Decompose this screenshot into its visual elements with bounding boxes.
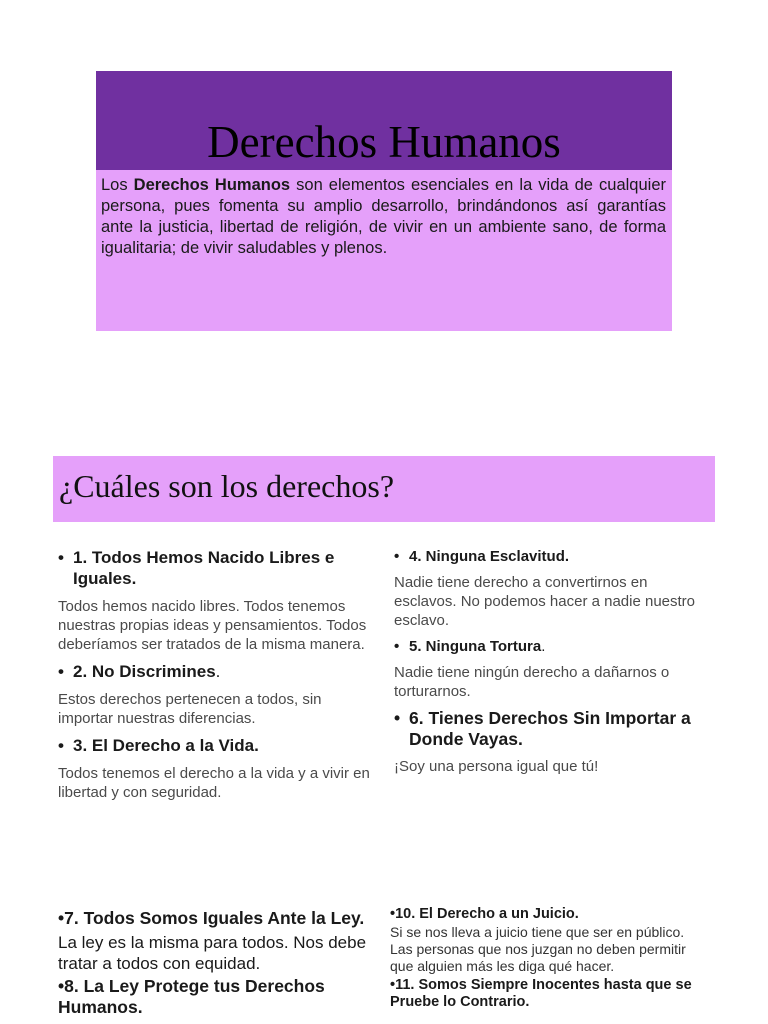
bullet-icon: • (58, 662, 64, 681)
rights-left-column-2 (58, 908, 376, 1018)
right-item-11-title: •11. Somos Siempre Inocentes hasta que se Pruebe lo Contrario. (390, 977, 692, 1010)
intro-slide (96, 71, 672, 331)
right-item-1-desc: Todos hemos nacido libres. Todos tenemos nuestras propias ideas y pensamientos. Todos deberíamos ser tratados de la misma manera. (58, 598, 367, 653)
page-title: Derechos Humanos (207, 117, 561, 167)
right-item-6-desc: ¡Soy una persona igual que tú! (394, 758, 599, 775)
right-item-6-title: • 6. Tienes Derechos Sin Importar a Donde Vayas. (394, 708, 691, 749)
rights-right-column (394, 547, 714, 783)
bullet-icon: • (58, 548, 64, 567)
intro-paragraph: Los Derechos Humanos son elementos esenciales en la vida de cualquier persona, pues fomenta su amplio desarrollo, brindándonos así garantías ante la justicia, libertad de religión, de vivir en un ambiente sano, de forma igualitaria; de vivir saludables y plenos. (101, 176, 666, 257)
right-item-10-title: •10. El Derecho a un Juicio. (390, 906, 579, 922)
section-heading-band (53, 456, 715, 522)
right-item-10-desc: Si se nos lleva a juicio tiene que ser en público. Las personas que nos juzgan no deben permitir que alguien más les diga qué hacer. (390, 924, 686, 974)
bullet-icon: • (394, 548, 400, 565)
right-item-8-title: •8. La Ley Protege tus Derechos Humanos. (58, 976, 325, 1017)
right-item-2-desc: Estos derechos pertenecen a todos, sin importar nuestras diferencias. (58, 691, 322, 727)
right-item-5-desc: Nadie tiene ningún derecho a dañarnos o torturarnos. (394, 664, 670, 700)
right-item-5-title: • 5. Ninguna Tortura. (394, 638, 546, 655)
bullet-icon: • (58, 736, 64, 755)
section-heading: ¿Cuáles son los derechos? (59, 468, 395, 504)
intro-bold-term: Derechos Humanos (133, 176, 291, 194)
rights-right-column-2 (390, 906, 710, 1011)
right-item-4-desc: Nadie tiene derecho a convertirnos en esclavos. No podemos hacer a nadie nuestro esclavo. (394, 574, 696, 629)
rights-left-column (58, 547, 376, 809)
bullet-icon: • (394, 708, 401, 728)
right-item-7-title: •7. Todos Somos Iguales Ante la Ley. (58, 908, 365, 928)
right-item-2-title: • 2. No Discrimines. (58, 662, 221, 681)
right-item-3-desc: Todos tenemos el derecho a la vida y a vivir en libertad y con seguridad. (58, 765, 370, 801)
bullet-icon: • (394, 638, 400, 655)
right-item-3-title: • 3. El Derecho a la Vida. (58, 736, 259, 755)
right-item-1-title: • 1. Todos Hemos Nacido Libres e Iguales. (58, 548, 335, 588)
right-item-4-title: • 4. Ninguna Esclavitud. (394, 548, 570, 565)
right-item-7-desc: La ley es la misma para todos. Nos debe tratar a todos con equidad. (58, 933, 367, 973)
